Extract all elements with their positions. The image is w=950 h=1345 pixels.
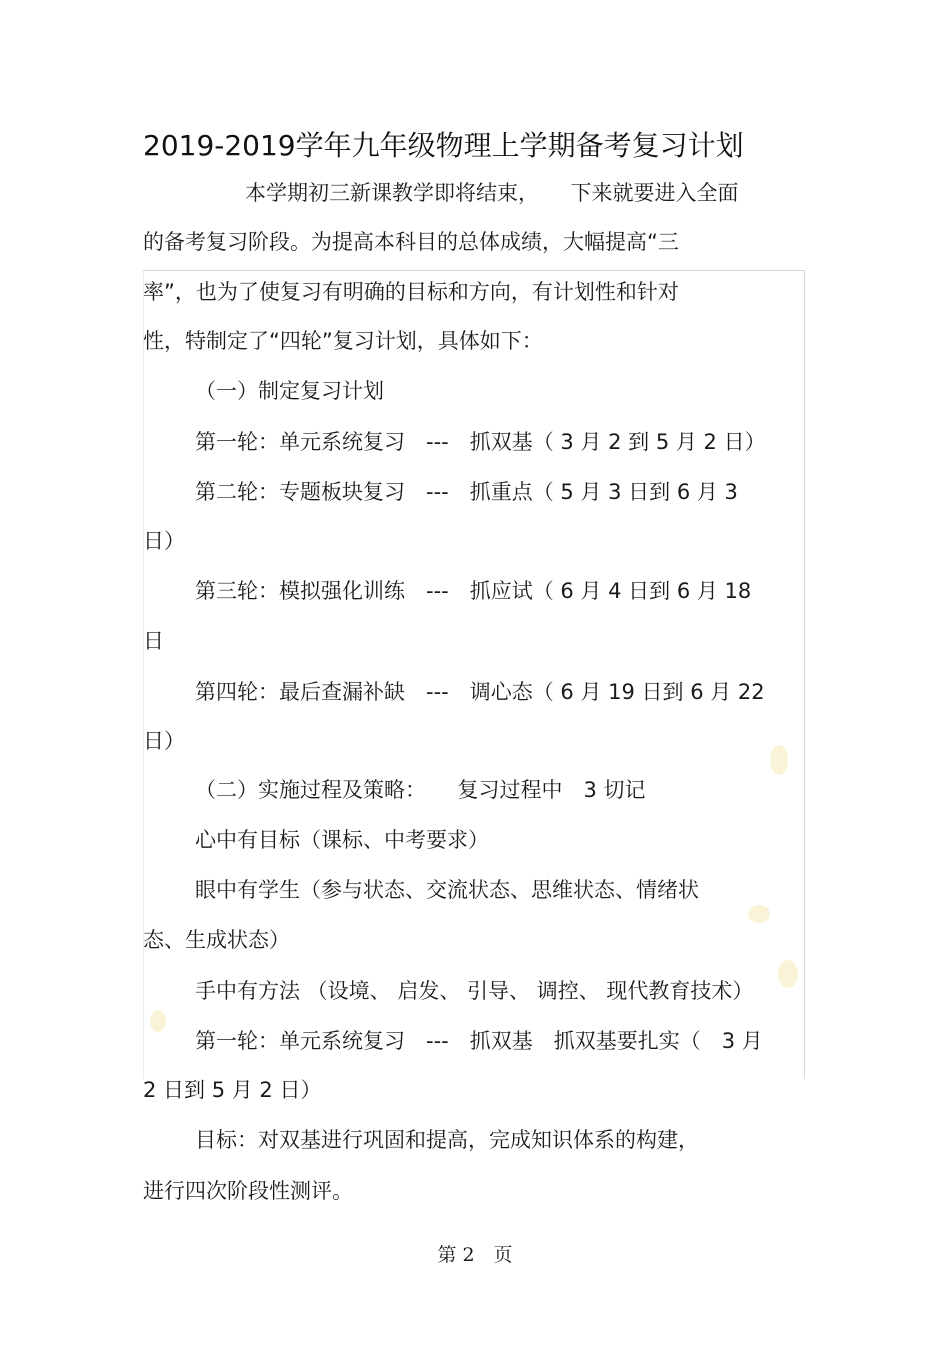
text-line-3: 率”，也为了使复习有明确的目标和方向，有计划性和针对 xyxy=(143,280,679,304)
text-line-round-3: 第三轮：模拟强化训练 --- 抓应试（ 6 月 4 日到 6 月 18 xyxy=(195,579,752,603)
text-line-round-1-detail: 第一轮：单元系统复习 --- 抓双基 抓双基要扎实（ 3 月 xyxy=(195,1029,763,1053)
text-line-round-1: 第一轮：单元系统复习 --- 抓双基（ 3 月 2 到 5 月 2 日） xyxy=(195,430,766,454)
text-line-round-4: 第四轮：最后查漏补缺 --- 调心态（ 6 月 19 日到 6 月 22 xyxy=(195,680,765,704)
text-line-target: 目标：对双基进行巩固和提高，完成知识体系的构建， xyxy=(195,1128,699,1152)
text-line-round-1-detail-cont: 2 日到 5 月 2 日） xyxy=(143,1078,322,1102)
paper-speck xyxy=(748,905,770,923)
document-title: 2019-2019学年九年级物理上学期备考复习计划 xyxy=(143,129,744,162)
text-line-students-cont: 态、生成状态） xyxy=(143,928,290,952)
page-number: 第 2 页 xyxy=(437,1244,513,1266)
text-line-goal: 心中有目标（课标、中考要求） xyxy=(195,828,489,852)
section-heading-1: （一）制定复习计划 xyxy=(195,379,384,403)
paper-speck xyxy=(150,1010,166,1032)
text-line-students: 眼中有学生（参与状态、交流状态、思维状态、情绪状 xyxy=(195,878,699,902)
text-line-round-3-cont: 日 xyxy=(143,629,164,653)
text-line-round-2: 第二轮：专题板块复习 --- 抓重点（ 5 月 3 日到 6 月 3 xyxy=(195,480,738,504)
section-heading-2: （二）实施过程及策略： 复习过程中 3 切记 xyxy=(195,778,646,802)
text-line-1: 本学期初三新课教学即将结束， 下来就要进入全面 xyxy=(245,181,739,205)
text-line-round-4-cont: 日） xyxy=(143,729,185,753)
text-line-target-cont: 进行四次阶段性测评。 xyxy=(143,1179,353,1203)
paper-speck xyxy=(778,960,798,988)
text-line-2: 的备考复习阶段。为提高本科目的总体成绩，大幅提高“三 xyxy=(143,230,679,254)
text-line-methods: 手中有方法 （设境、 启发、 引导、 调控、 现代教育技术） xyxy=(195,979,754,1003)
text-line-4: 性，特制定了“四轮”复习计划，具体如下： xyxy=(143,329,543,353)
paper-speck xyxy=(770,745,788,775)
text-line-round-2-cont: 日） xyxy=(143,529,185,553)
